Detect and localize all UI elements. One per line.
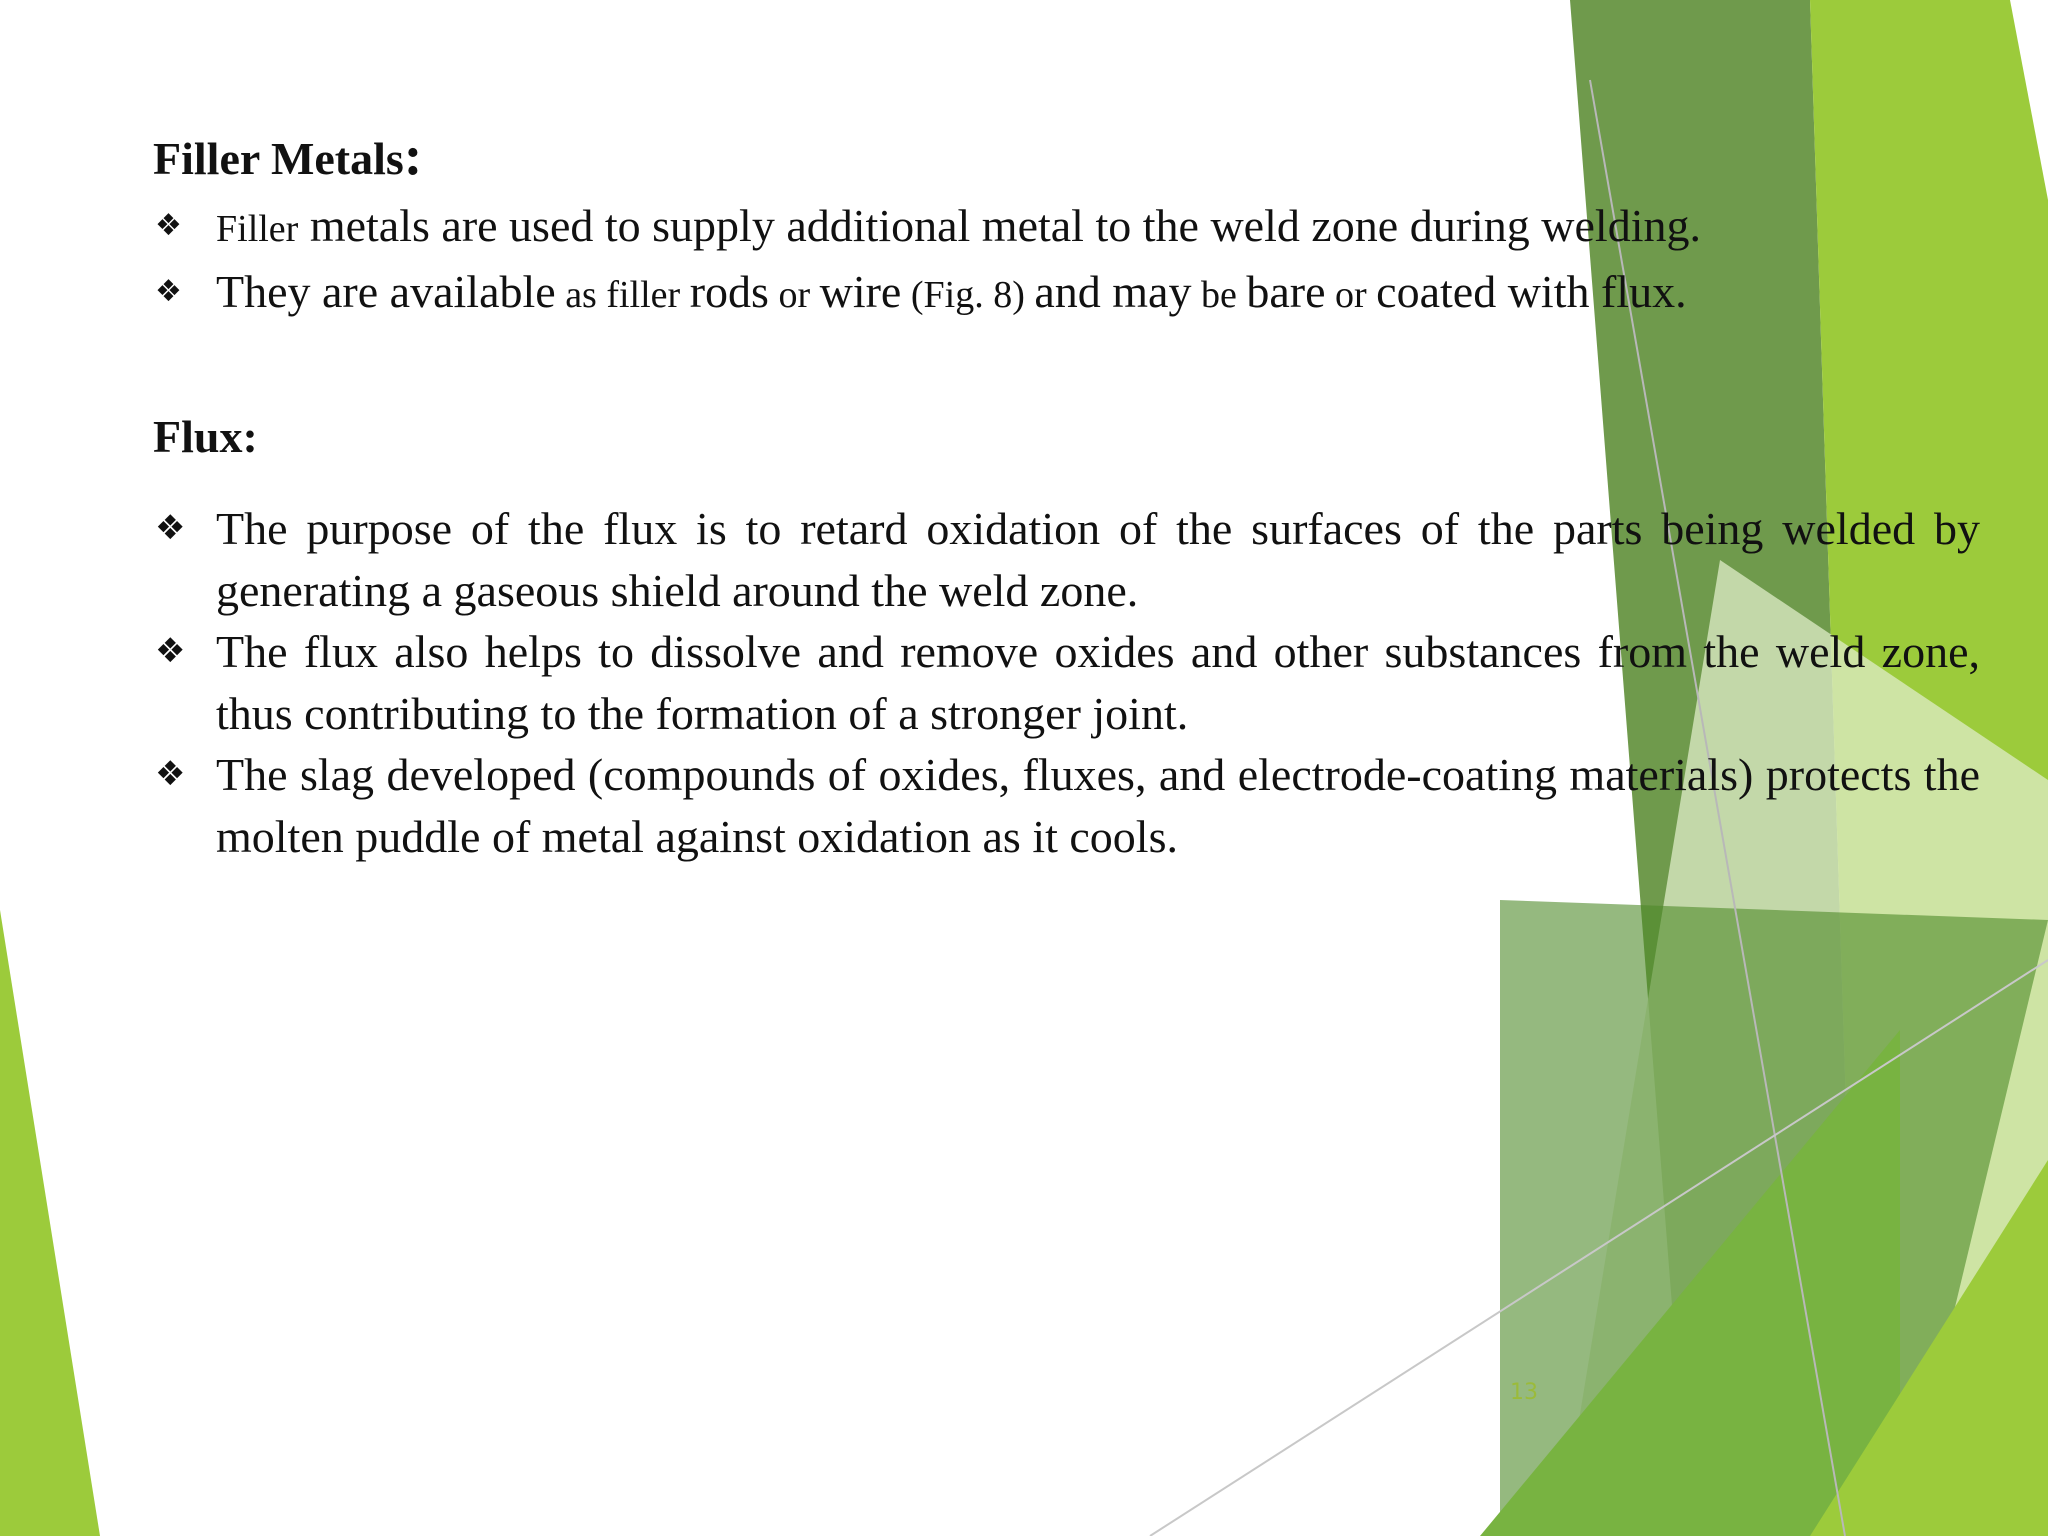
- bullet-text-run: They are available: [216, 265, 556, 317]
- heading-colon: :: [403, 125, 423, 187]
- bullet-text-run: coated with flux.: [1376, 265, 1687, 317]
- bullet-text-run: Filler: [216, 208, 299, 250]
- bullet-text-run: be: [1191, 273, 1247, 316]
- bullet-text-run: metals are used to supply additional metal to the weld zone during welding.: [298, 200, 1701, 251]
- bullet-text-run: and may: [1034, 265, 1192, 317]
- bullet-text-run: wire: [819, 265, 902, 317]
- decor-shape-left-sliver: [0, 910, 100, 1536]
- list-item: [153, 195, 1980, 261]
- bullet-diamond-icon: ❖: [155, 631, 186, 671]
- bullet-diamond-icon: ❖: [155, 754, 186, 794]
- bullet-text-run: or: [1325, 273, 1377, 316]
- flux-heading: Flux:: [153, 411, 258, 462]
- bullet-diamond-icon: ❖: [155, 273, 182, 309]
- list-item: [153, 498, 1980, 621]
- page-number: 13: [1510, 1380, 1538, 1405]
- bullet-text-run: as filler: [555, 273, 690, 316]
- list-item: [153, 744, 1980, 867]
- filler-metals-heading: Filler Metals:: [153, 125, 423, 187]
- bullet-text: The purpose of the flux is to retard oxidation of the surfaces of the parts being welded by generating a gaseous shield around the weld zone.: [216, 503, 1980, 616]
- bullet-text-run: bare: [1246, 265, 1326, 317]
- bullet-text: The slag developed (compounds of oxides, fluxes, and electrode-coating materials) protects the molten puddle of metal against oxidation as it cools.: [216, 749, 1980, 862]
- bullet-diamond-icon: ❖: [155, 508, 186, 548]
- bullet-text-run: rods: [689, 265, 769, 317]
- bullet-text: The flux also helps to dissolve and remove oxides and other substances from the weld zone, thus contributing to the formation of a stronger joint.: [216, 626, 1980, 739]
- bullet-diamond-icon: ❖: [155, 208, 182, 243]
- bullet-text-run: or: [768, 273, 820, 316]
- list-item: [153, 621, 1980, 744]
- flux-bullet-list: [153, 498, 1980, 867]
- filler-metals-bullet-list: [153, 195, 1980, 326]
- list-item: [153, 261, 1980, 327]
- slide-content: [153, 0, 1980, 1536]
- bullet-text-run: (Fig. 8): [901, 273, 1035, 316]
